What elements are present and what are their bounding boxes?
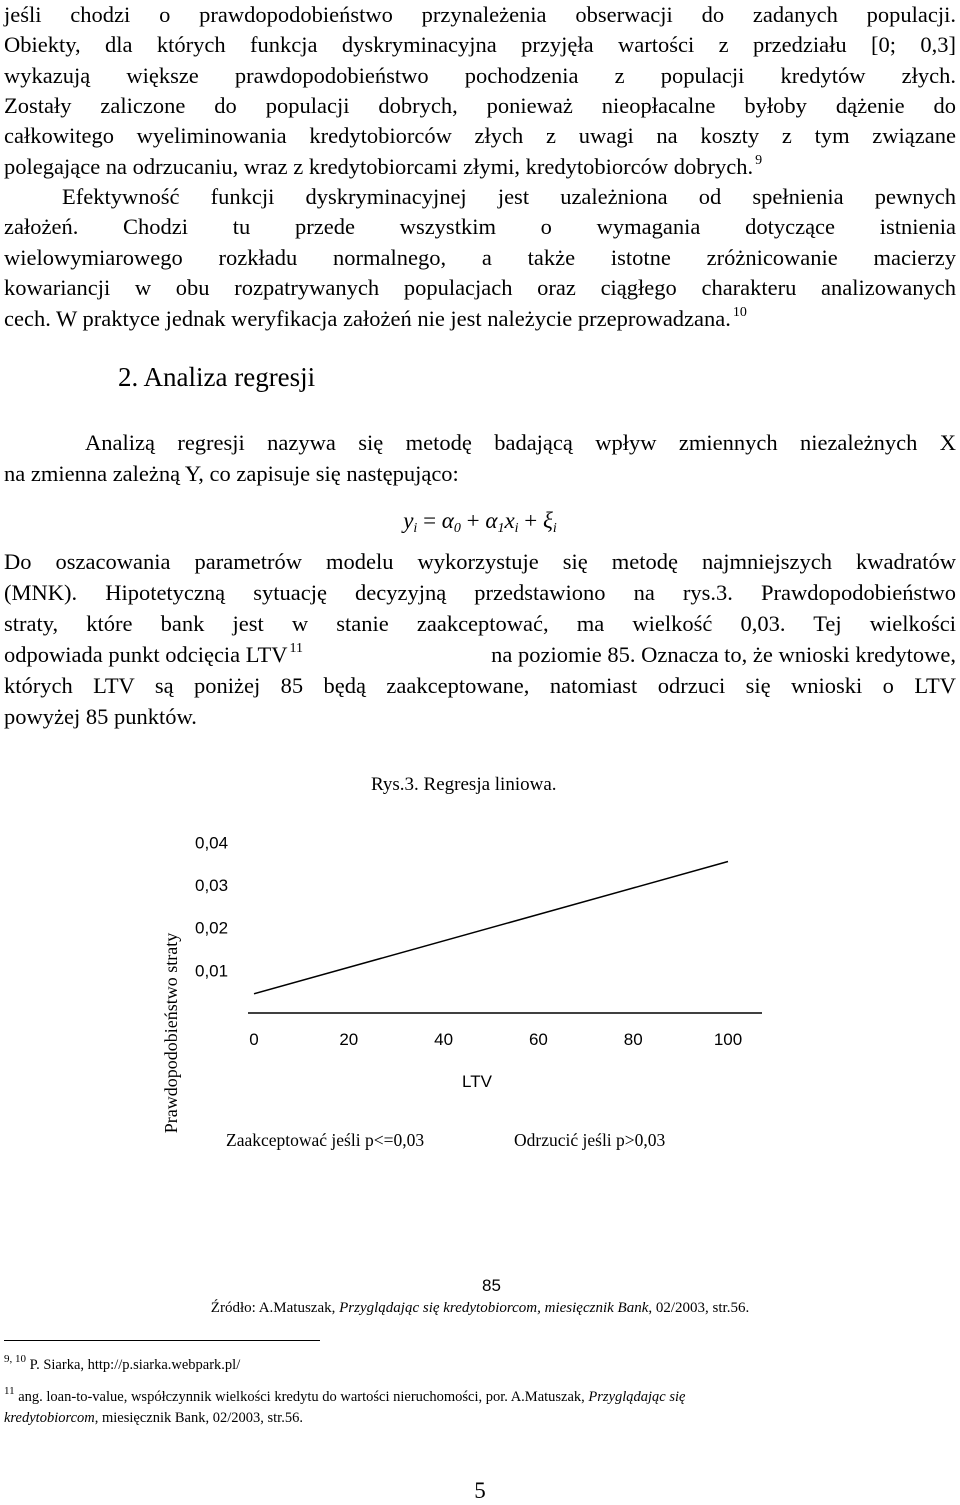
footnote-11-text: ang. loan-to-value, współczynnik wielkości kredytu do wartości nieruchomości, por. A.Matuszak,: [14, 1389, 589, 1405]
para3-line2: na zmienna zależną Y, co zapisuje się następująco:: [4, 461, 459, 486]
para2-line4: kowariancji w obu rozpatrywanych populacjach oraz ciągłego charakteru analizowanych: [4, 275, 956, 300]
para1-line5: całkowitego wyeliminowania kredytobiorców złych z uwagi na koszty z tym związane: [4, 123, 956, 148]
figure-source: [0, 1300, 960, 1317]
y-tick-label: 0,01: [195, 961, 229, 981]
y-tick-labels: [195, 833, 228, 980]
footnote-11-line2: [4, 1408, 303, 1428]
eq-sub-i2: i: [514, 521, 519, 536]
para4-line3: straty, które bank jest w stanie zaakceptować, ma wielkość 0,03. Tej wielkości: [4, 611, 956, 636]
para4-line1: Do oszacowania parametrów modelu wykorzystuje się metodę najmniejszych kwadratów: [4, 549, 956, 574]
cutoff-label: 85: [482, 1276, 501, 1295]
para1-line1: jeśli chodzi o prawdopodobieństwo przynależenia obserwacji do zadanych populacji.: [4, 2, 956, 27]
eq-xi: ξ: [543, 508, 553, 533]
footnote-11: [4, 1387, 685, 1408]
x-tick-label: 0: [249, 1030, 259, 1049]
footnote-ref-10: 10: [732, 305, 747, 320]
para1-line3: wykazują większe prawdopodobieństwo pochodzenia z populacji kredytów złych.: [4, 63, 956, 88]
eq-sub-1: 1: [497, 521, 505, 536]
footnote-ref-11: 11: [289, 641, 303, 656]
footnote-9-10: [4, 1355, 240, 1376]
reject-region-label: Odrzucić jeśli p>0,03: [514, 1130, 666, 1150]
para4-line4-text-a: odpowiada punkt odcięcia LTV: [4, 642, 288, 667]
y-axis-label: Prawdopodobieństwo straty: [161, 932, 181, 1134]
para1-line6: [4, 152, 956, 186]
eq-equals: =: [417, 508, 442, 533]
accept-region-label: Zaakceptować jeśli p<=0,03: [226, 1130, 425, 1150]
eq-alpha0: α: [441, 508, 454, 533]
para1-line2: Obiekty, dla których funkcja dyskryminacyjna przyjęła wartości z przedziału [0; 0,3]: [4, 32, 956, 57]
footnote-9-10-text: P. Siarka, http://p.siarka.webpark.pl/: [26, 1357, 241, 1373]
para3-line1: Analizą regresji nazywa się metodę badającą wpływ zmiennych niezależnych X: [85, 430, 956, 455]
eq-sub-i3: i: [552, 521, 557, 536]
figure-title: Rys.3. Regresja liniowa.: [371, 774, 557, 795]
para4-line5: których LTV są poniżej 85 będą zaakceptowane, natomiast odrzuci się wnioski o LTV: [4, 673, 956, 698]
regression-equation: [0, 508, 960, 534]
regression-line: [254, 862, 728, 994]
footnote-separator: [4, 1340, 320, 1341]
footnote-11-mark: 11: [4, 1385, 15, 1397]
footnote-11-line2-italic: kredytobiorcom: [4, 1410, 95, 1426]
footnote-11-italic: Przyglądając się: [588, 1389, 686, 1405]
eq-sub-i1: i: [413, 521, 418, 536]
para4-line2: (MNK). Hipotetyczną sytuację decyzyjną przedstawiono na rys.3. Prawdopodobieństwo: [4, 580, 956, 605]
footnote-9-10-mark: 9, 10: [4, 1353, 26, 1365]
section-heading: 2. Analiza regresji: [118, 362, 316, 392]
para4-line4-part1: [4, 640, 303, 674]
para2-line2: założeń. Chodzi tu przede wszystkim o wymagania dotyczące istnienia: [4, 214, 956, 239]
para2-line1: Efektywność funkcji dyskryminacyjnej jest uzależniona od spełnienia pewnych: [62, 184, 956, 209]
x-axis-label: LTV: [462, 1072, 492, 1091]
para2-line5-text: cech. W praktyce jednak weryfikacja założeń nie jest należycie przeprowadzana.: [4, 306, 731, 331]
eq-x: x: [504, 508, 515, 533]
para2-line3: wielowymiarowego rozkładu normalnego, a także istotne zróżnicowanie macierzy: [4, 245, 956, 270]
x-tick-label: 80: [623, 1030, 643, 1049]
footnote-11-line2-text: , miesięcznik Bank, 02/2003, str.56.: [94, 1410, 303, 1426]
y-tick-label: 0,04: [195, 833, 229, 853]
source-title: Przyglądając się kredytobiorcom, miesięcznik Bank: [339, 1300, 649, 1316]
y-tick-label: 0,03: [195, 876, 229, 895]
page-number: 5: [474, 1478, 486, 1503]
footnote-ref-9: 9: [755, 153, 763, 168]
eq-plus2: +: [518, 508, 544, 533]
eq-alpha1: α: [485, 508, 498, 533]
x-tick-label: 100: [713, 1030, 743, 1049]
para1-line4: Zostały zaliczone do populacji dobrych, ponieważ nieopłacalne byłoby dążenie do: [4, 93, 956, 118]
x-tick-label: 60: [528, 1030, 548, 1049]
para1-line6-text: polegające na odrzucaniu, wraz z kredytobiorcami złymi, kredytobiorców dobrych.: [4, 154, 754, 179]
x-tick-label: 40: [434, 1030, 454, 1049]
eq-y: y: [403, 508, 414, 533]
y-tick-label: 0,02: [195, 918, 229, 938]
regression-chart: [0, 800, 960, 1360]
eq-sub-0: 0: [453, 521, 461, 536]
eq-plus1: +: [460, 508, 486, 533]
para4-line4: [4, 640, 956, 674]
source-prefix: Źródło: A.Matuszak,: [210, 1300, 340, 1316]
para4-line6: powyżej 85 punktów.: [4, 704, 197, 729]
para2-line5: [4, 304, 956, 338]
x-tick-labels: [249, 1030, 742, 1049]
x-tick-label: 20: [339, 1030, 359, 1049]
para4-line4-text-b: na poziomie 85. Oznacza to, że wnioski kredytowe,: [491, 642, 956, 667]
source-suffix: , 02/2003, str.56.: [648, 1300, 750, 1316]
